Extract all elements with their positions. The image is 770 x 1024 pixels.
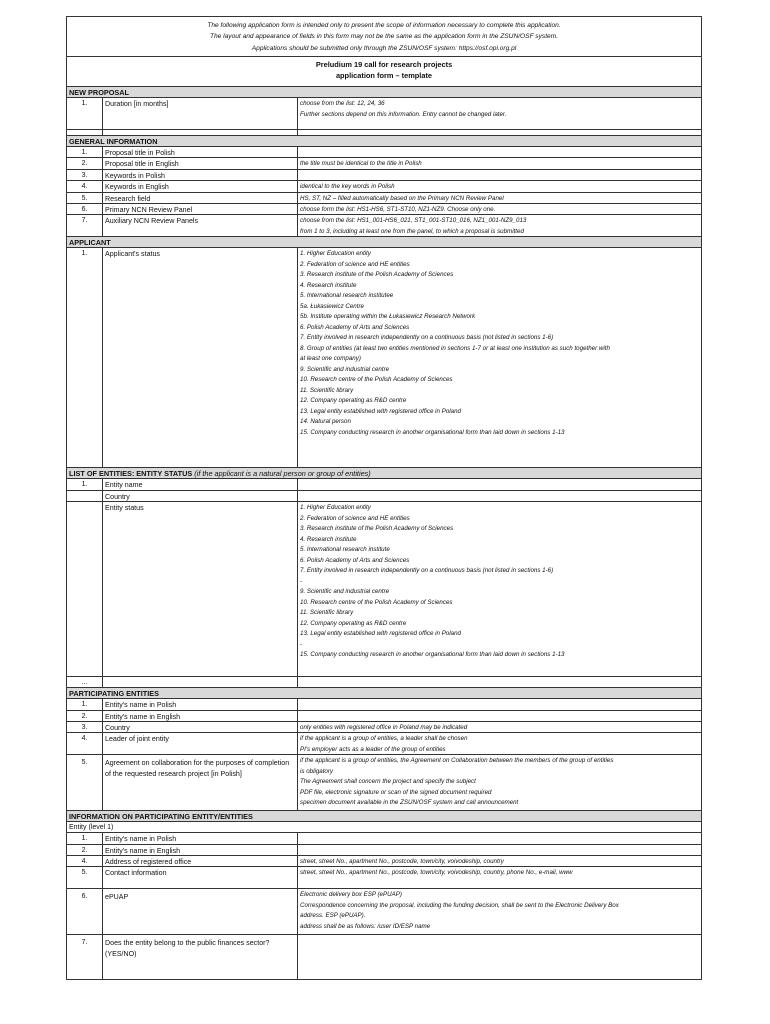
field-notes xyxy=(298,856,701,866)
field-label: Research field xyxy=(103,193,298,203)
section-header-applicant: APPLICANT xyxy=(67,237,701,248)
note-line: 6. Polish Academy of Arts and Sciences xyxy=(300,556,410,564)
note-line: 14. Natural person xyxy=(300,418,351,426)
table-row xyxy=(67,845,701,856)
table-row xyxy=(67,889,701,935)
note-line: 7. Entity involved in research independently on a continuous basis (not listed in sections 1-6) xyxy=(300,567,554,575)
field-label: Primary NCN Review Panel xyxy=(103,204,298,214)
field-notes xyxy=(298,722,701,732)
table-row xyxy=(67,699,701,710)
field-notes xyxy=(298,193,701,203)
field-label: Entity name xyxy=(103,479,298,489)
table-row xyxy=(67,491,701,502)
note-line: 8. Group of entities (at least two entities mentioned in sections 1-7 or at least one institution as such together with xyxy=(300,344,610,352)
note-line: 5b. Institute operating within the Łukasiewicz Research Network xyxy=(300,313,476,321)
field-notes xyxy=(298,833,701,843)
note-line: if the applicant is a group of entities, a leader shall be chosen xyxy=(300,735,468,743)
field-notes xyxy=(298,204,701,214)
field-label: Address of registered office xyxy=(103,856,298,866)
field-notes xyxy=(298,867,701,888)
field-label: Applicant's status xyxy=(103,248,298,467)
table-row xyxy=(67,479,701,490)
note-line: street, street No., apartment No., postcode, town/city, voivodeship, country xyxy=(300,858,504,866)
note-line: 11. Scientific library xyxy=(300,609,354,617)
note-line: 13. Legal entity established with registered office in Poland xyxy=(300,407,461,415)
field-label: Entity's name in Polish xyxy=(103,833,298,843)
table-row xyxy=(67,733,701,755)
note-line: 10. Research centre of the Polish Academy of Sciences xyxy=(300,598,453,606)
field-label: Leader of joint entity xyxy=(103,733,298,754)
row-number: 2. xyxy=(67,158,103,168)
field-notes xyxy=(298,699,701,709)
field-notes xyxy=(298,677,701,687)
note-line: identical to the key words in Polish xyxy=(300,183,395,191)
field-label: Auxiliary NCN Review Panels xyxy=(103,215,298,236)
note-line: 5. International research institute xyxy=(300,546,390,554)
intro-line: Applications should be submitted only through the ZSUN/OSF system: https://osf.opi.org.pl xyxy=(251,44,517,52)
field-notes xyxy=(298,755,701,810)
section-title: LIST OF ENTITIES: ENTITY STATUS xyxy=(69,469,193,479)
field-label: Keywords in Polish xyxy=(103,170,298,180)
note-line: 1. Higher Education entity xyxy=(300,504,371,512)
note-line: 2. Federation of science and HE entities xyxy=(300,514,410,522)
row-number: 2. xyxy=(67,711,103,721)
row-number: 4. xyxy=(67,733,103,754)
field-label: Proposal title in Polish xyxy=(103,147,298,157)
row-number: 3. xyxy=(67,170,103,180)
row-number: 1. xyxy=(67,248,103,467)
field-notes xyxy=(298,147,701,157)
row-number: 4. xyxy=(67,856,103,866)
application-form xyxy=(66,16,702,980)
section-header-new-proposal: NEW PROPOSAL xyxy=(67,87,701,98)
row-number: 3. xyxy=(67,722,103,732)
field-label: Entity's name in Polish xyxy=(103,699,298,709)
field-notes xyxy=(298,491,701,501)
field-notes xyxy=(298,733,701,754)
note-line: 11. Scientific library xyxy=(300,386,354,394)
note-line: street, street No., apartment No., postcode, town/city, voivodeship, country, phone No., e-mail, www xyxy=(300,869,573,877)
field-notes xyxy=(298,889,701,934)
note-line: The Agreement shall concern the project and specify the subject xyxy=(300,778,476,786)
table-row xyxy=(67,502,701,677)
table-row xyxy=(67,181,701,192)
field-label: Country xyxy=(103,722,298,732)
field-notes xyxy=(298,935,701,979)
note-line: 3. Research institute of the Polish Academy of Sciences xyxy=(300,525,454,533)
note-line: 2. Federation of science and HE entities xyxy=(300,260,410,268)
field-label: Proposal title in English xyxy=(103,158,298,168)
field-notes xyxy=(298,248,701,467)
row-number: 6. xyxy=(67,204,103,214)
table-row xyxy=(67,204,701,215)
table-row xyxy=(67,833,701,844)
table-row xyxy=(67,677,701,688)
row-number xyxy=(67,502,103,676)
row-number: 2. xyxy=(67,845,103,855)
row-number: 5. xyxy=(67,755,103,810)
row-number: 1. xyxy=(67,833,103,843)
note-line: 9. Scientific and industrial centre xyxy=(300,365,390,373)
note-line: Correspondence concerning the proposal, including the funding decision, shall be sent to the Electronic Delivery Box xyxy=(300,901,619,909)
note-line: 5a. Łukasiewicz Centre xyxy=(300,302,364,310)
note-line: HS, ST, NZ – filled automatically based on the Primary NCN Review Panel xyxy=(300,194,504,202)
note-line: address. ESP (ePUAP). xyxy=(300,912,366,920)
row-number: 1. xyxy=(67,98,103,129)
field-label: Contact information xyxy=(103,867,298,888)
note-line: 13. Legal entity established with registered office in Poland xyxy=(300,630,461,638)
note-line: the title must be identical to the title in Polish xyxy=(300,160,422,168)
field-notes xyxy=(298,502,701,676)
field-notes xyxy=(298,845,701,855)
table-row xyxy=(67,755,701,811)
field-notes xyxy=(298,181,701,191)
table-row xyxy=(67,193,701,204)
note-line: Further sections depend on this information. Entry cannot be changed later. xyxy=(300,110,507,118)
table-row xyxy=(67,867,701,889)
field-notes xyxy=(298,158,701,168)
row-number xyxy=(67,491,103,501)
note-line: 5. International research institutee xyxy=(300,292,394,300)
table-row xyxy=(67,248,701,468)
note-line: 7. Entity involved in research independently on a continuous basis (not listed in sections 1-6) xyxy=(300,334,554,342)
table-row xyxy=(67,98,701,130)
note-line: 12. Company operating as R&D centre xyxy=(300,619,407,627)
row-number: 7. xyxy=(67,215,103,236)
field-label: Does the entity belong to the public finances sector? (YES/NO) xyxy=(103,935,298,979)
form-title xyxy=(67,57,701,87)
field-notes xyxy=(298,215,701,236)
field-label xyxy=(103,677,298,687)
table-row xyxy=(67,711,701,722)
section-header-information-on-participating-entity: INFORMATION ON PARTICIPATING ENTITY/ENTITIES xyxy=(67,811,701,822)
field-label: ePUAP xyxy=(103,889,298,934)
note-line: PI's employer acts as a leader of the group of entities xyxy=(300,745,446,753)
field-notes xyxy=(298,170,701,180)
row-number: 5. xyxy=(67,867,103,888)
note-line: address shall be as follows: /user ID/ESP name xyxy=(300,922,431,930)
note-line: if the applicant is a group of entities, the Agreement on Collaboration between the members of the group of entities xyxy=(300,757,614,765)
intro-line: The following application form is intended only to present the scope of information necessary to complete this application. xyxy=(207,22,561,29)
note-line: at least one company) xyxy=(300,355,361,363)
note-line: is obligatory xyxy=(300,767,334,775)
row-number: 5. xyxy=(67,193,103,203)
note-line: 12. Company operating as R&D centre xyxy=(300,397,407,405)
entity-level-label: Entity (level 1) xyxy=(67,822,701,833)
row-number: 1. xyxy=(67,699,103,709)
field-notes xyxy=(298,711,701,721)
section-note: (if the applicant is a natural person or group of entities) xyxy=(194,469,371,479)
row-number: 4. xyxy=(67,181,103,191)
row-number: 1. xyxy=(67,147,103,157)
note-line: 15. Company conducting research in another organisational form than laid down in sections 1-13 xyxy=(300,651,565,659)
row-number: 1. xyxy=(67,479,103,489)
intro-notice xyxy=(67,17,701,57)
note-line: choose from the list: 12, 24, 36 xyxy=(300,100,385,107)
table-row xyxy=(67,215,701,237)
table-row xyxy=(67,935,701,980)
note-line: 10. Research centre of the Polish Academy of Sciences xyxy=(300,376,453,384)
table-row xyxy=(67,170,701,181)
table-row xyxy=(67,147,701,158)
field-notes xyxy=(298,479,701,489)
note-line: - xyxy=(300,577,303,585)
note-line: PDF file, electronic signature or scan of the signed document required xyxy=(300,788,492,796)
field-label: Entity's name in English xyxy=(103,711,298,721)
note-line: 15. Company conducting research in another organisational form than laid down in sections 1-13 xyxy=(300,428,565,436)
row-number: 7. xyxy=(67,935,103,979)
note-line: specimen document available in the ZSUN/OSF system and call announcement xyxy=(300,799,519,807)
note-line: choose form the list: HS1-HS6, ST1-ST10, NZ1-NZ9. Choose only one. xyxy=(300,205,496,213)
field-label: Entity status xyxy=(103,502,298,676)
section-header-general-information: GENERAL INFORMATION xyxy=(67,136,701,147)
field-label: Duration [in months] xyxy=(103,98,298,129)
row-ellipsis: ... xyxy=(67,677,103,687)
form-subtitle-line: application form – template xyxy=(335,71,433,80)
table-row xyxy=(67,856,701,867)
note-line: Electronic delivery box ESP (ePUAP) xyxy=(300,891,402,899)
field-notes xyxy=(298,98,701,129)
note-line: only entities with registered office in Poland may be indicated xyxy=(300,723,468,731)
note-line: choose from the list: HS1_001-HS6_021, ST1_001-ST10_016, NZ1_001-NZ9_013 xyxy=(300,217,527,225)
field-label: Agreement on collaboration for the purposes of completion of the requested research project [in Polish] xyxy=(103,755,298,810)
field-label: Country xyxy=(103,491,298,501)
note-line: from 1 to 3, including at least one from the panel, to which a proposal is submitted xyxy=(300,227,524,235)
section-header-list-of-entities xyxy=(67,468,701,479)
note-line: 4. Research institute xyxy=(300,281,357,289)
row-number: 6. xyxy=(67,889,103,934)
field-label: Keywords in English xyxy=(103,181,298,191)
form-title-line: Preludium 19 call for research projects xyxy=(315,60,453,69)
note-line: 1. Higher Education entity xyxy=(300,250,371,258)
table-row xyxy=(67,158,701,169)
section-header-participating-entities: PARTICIPATING ENTITIES xyxy=(67,688,701,699)
note-line: - xyxy=(300,640,303,648)
field-label: Entity's name in English xyxy=(103,845,298,855)
note-line: 3. Research institute of the Polish Academy of Sciences xyxy=(300,271,454,279)
note-line: 6. Polish Academy of Arts and Sciences xyxy=(300,323,410,331)
note-line: 9. Scientific and industrial centre xyxy=(300,588,390,596)
intro-line: The layout and appearance of fields in this form may not be the same as the application form in the ZSUN/OSF system. xyxy=(209,33,559,41)
note-line: 4. Research institute xyxy=(300,535,357,543)
table-row xyxy=(67,722,701,733)
